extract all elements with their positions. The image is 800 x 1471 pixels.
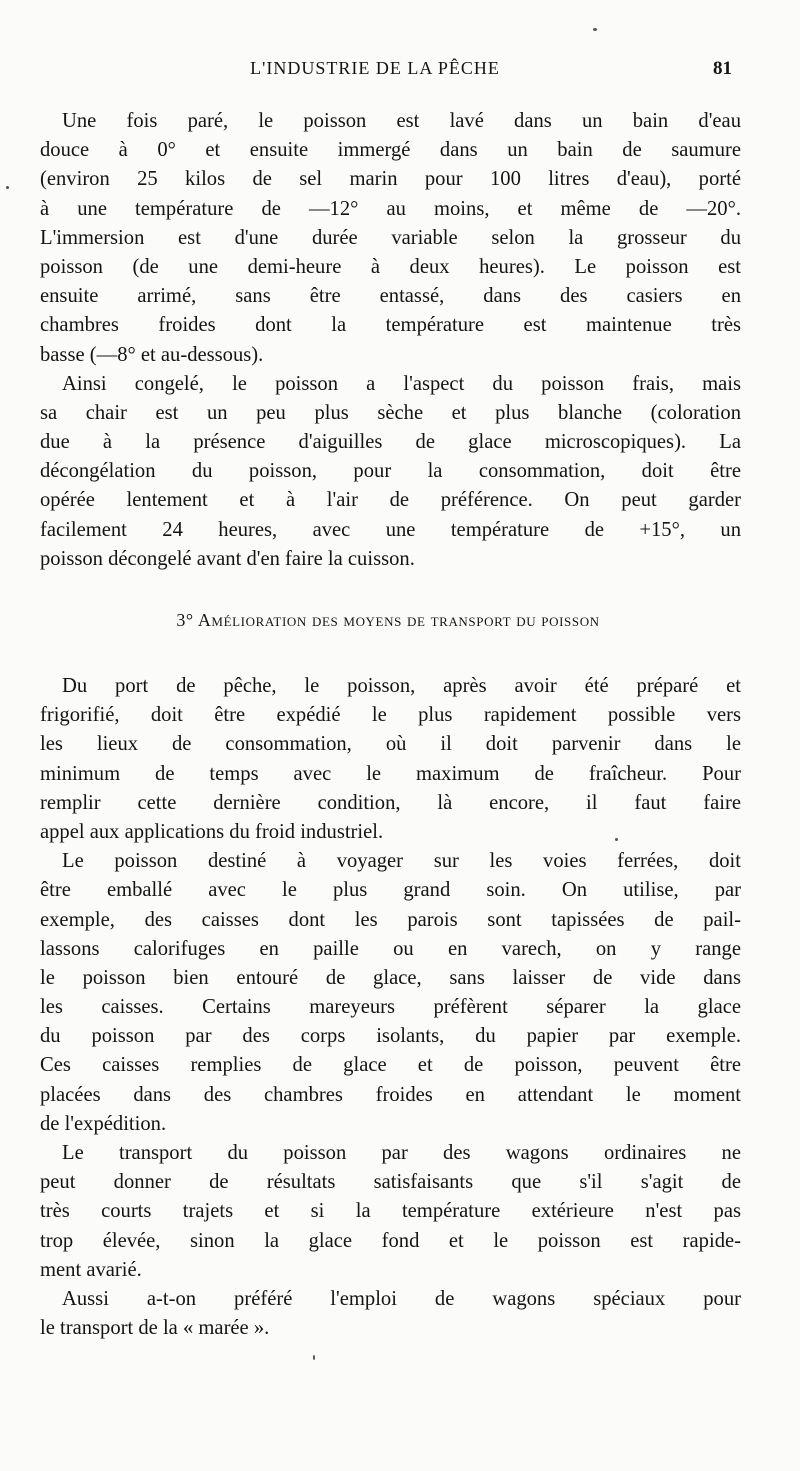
text-line: ensuite arrimé, sans être entassé, dans des casiers en	[40, 285, 741, 308]
text-line: exemple, des caisses dont les parois sont tapissées de pail-	[40, 908, 741, 931]
text-line: poisson décongelé avant d'en faire la cuisson.	[40, 547, 415, 570]
text-line: peut donner de résultats satisfaisants que s'il s'agit de	[40, 1171, 741, 1194]
text-line: sa chair est un peu plus sèche et plus blanche (coloration	[40, 401, 741, 424]
text-line: opérée lentement et à l'air de préférence. On peut garder	[40, 489, 741, 512]
text-line: Ainsi congelé, le poisson a l'aspect du poisson frais, mais	[62, 372, 741, 395]
text-line: être emballé avec le plus grand soin. On utilise, par	[40, 879, 741, 902]
body-text-part-2	[40, 672, 741, 1343]
text-line: placées dans des chambres froides en attendant le moment	[40, 1083, 741, 1106]
text-line: basse (—8° et au-dessous).	[40, 343, 264, 366]
text-line: le transport de la « marée ».	[40, 1317, 270, 1340]
text-line: Le poisson destiné à voyager sur les voies ferrées, doit	[62, 850, 741, 873]
text-line: les lieux de consommation, où il doit parvenir dans le	[40, 733, 741, 756]
text-line: douce à 0° et ensuite immergé dans un bain de saumure	[40, 139, 741, 162]
text-line: Du port de pêche, le poisson, après avoir été préparé et	[62, 675, 741, 697]
running-head-title: L'INDUSTRIE DE LA PÊCHE	[250, 58, 500, 78]
text-line: du poisson par des corps isolants, du papier par exemple.	[40, 1025, 741, 1048]
text-line: poisson (de une demi-heure à deux heures). Le poisson est	[40, 255, 741, 278]
text-line: trop élevée, sinon la glace fond et le poisson est rapide-	[40, 1229, 741, 1252]
print-speck	[615, 838, 618, 841]
page-number: 81	[713, 58, 732, 79]
text-line: à une température de —12° au moins, et même de —20°.	[40, 197, 741, 220]
text-line: chambres froides dont la température est maintenue très	[40, 314, 741, 337]
print-speck	[6, 186, 9, 189]
text-line: frigorifié, doit être expédié le plus rapidement possible vers	[40, 704, 741, 727]
text-line: décongélation du poisson, pour la consommation, doit être	[40, 460, 741, 483]
body-text-part-1	[40, 107, 741, 574]
text-line: Aussi a-t-on préféré l'emploi de wagons spéciaux pour	[62, 1287, 741, 1310]
text-line: facilement 24 heures, avec une température de +15°, un	[40, 518, 741, 541]
text-line: Une fois paré, le poisson est lavé dans un bain d'eau	[62, 110, 741, 132]
text-line: Le transport du poisson par des wagons ordinaires ne	[62, 1142, 741, 1164]
text-line: Ces caisses remplies de glace et de poisson, peuvent être	[40, 1054, 741, 1077]
text-line: le poisson bien entouré de glace, sans laisser de vide dans	[40, 966, 741, 989]
text-line: appel aux applications du froid industriel.	[40, 820, 384, 843]
text-line: remplir cette dernière condition, là encore, il faut faire	[40, 791, 741, 814]
text-line: les caisses. Certains mareyeurs préfèrent séparer la glace	[40, 996, 741, 1019]
text-line: L'immersion est d'une durée variable selon la grosseur du	[40, 226, 741, 249]
section-heading: 3° Amélioration des moyens de transport du poisson	[176, 610, 600, 630]
text-line: due à la présence d'aiguilles de glace microscopiques). La	[40, 431, 741, 454]
print-speck	[593, 28, 597, 31]
print-speck	[313, 1355, 315, 1360]
text-line: de l'expédition.	[40, 1112, 167, 1135]
text-line: lassons calorifuges en paille ou en varech, on y range	[40, 937, 741, 960]
text-line: très courts trajets et si la température extérieure n'est pas	[40, 1200, 741, 1223]
text-line: ment avarié.	[40, 1258, 142, 1281]
text-line: minimum de temps avec le maximum de fraîcheur. Pour	[40, 762, 741, 785]
text-line: (environ 25 kilos de sel marin pour 100 litres d'eau), porté	[40, 168, 741, 191]
